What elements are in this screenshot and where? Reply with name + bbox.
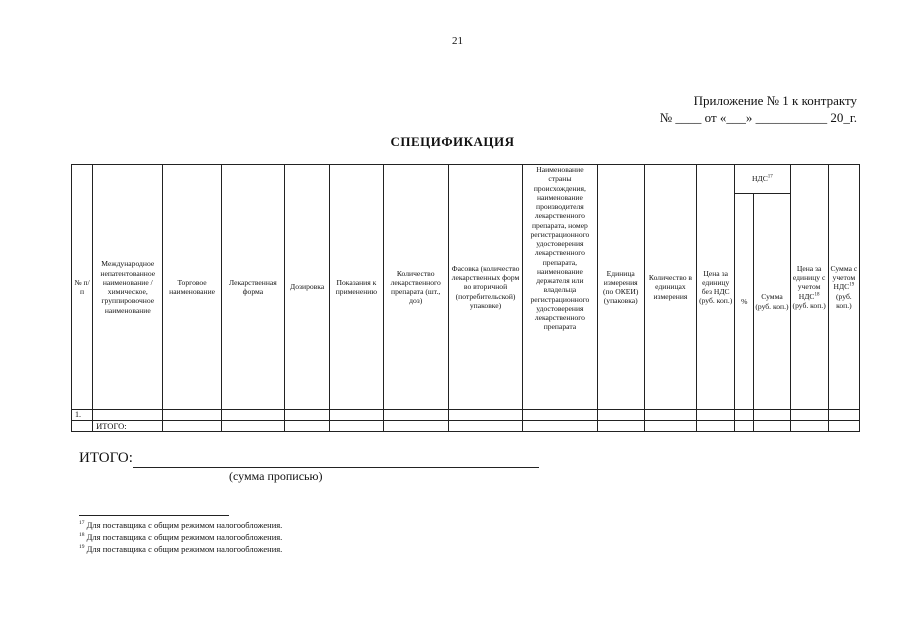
table-cell: [383, 420, 448, 431]
header-sum-with-vat: [828, 165, 859, 410]
spec-title: СПЕЦИФИКАЦИЯ: [390, 134, 515, 149]
footnote-18: [79, 532, 282, 544]
row-number: 1.: [72, 410, 93, 421]
table-cell: [448, 410, 522, 421]
footnote-mark: 19: [79, 543, 85, 550]
footnote-text: Для поставщика с общим режимом налогообложения.: [86, 531, 283, 542]
contract-line: № ____ от «___» ___________ 20_г.: [659, 110, 857, 125]
table-cell: [93, 410, 163, 421]
appendix-title: Приложение № 1 к контракту: [693, 93, 857, 108]
header-vat-percent: %: [735, 194, 754, 410]
table-cell: [754, 410, 790, 421]
sum-vat-label: Сумма с учетом НДС: [830, 263, 858, 292]
page-number: 21: [452, 35, 463, 47]
table-cell: [735, 410, 754, 421]
header-indications: Показания к применению: [330, 165, 383, 410]
footnotes: [79, 520, 282, 556]
header-price-with-vat: [790, 165, 828, 410]
header-quantity: Количество лекарственного препарата (шт., доз): [383, 165, 448, 410]
itogo-underline: [133, 467, 539, 468]
header-country-manufacturer: Наименование страны происхождения, наименование производителя лекарственного препарата, номер регистрационного удостоверения лекарственного препарата, наименование держателя или владельца регистрационного удостоверения лекарственного препарата: [523, 165, 597, 410]
total-label: ИТОГО:: [93, 420, 163, 431]
header-unit: Единица измерения (по ОКЕИ) (упаковка): [597, 165, 644, 410]
footnote-mark: 17: [79, 520, 85, 527]
table-cell: [330, 410, 383, 421]
table-cell: [221, 410, 284, 421]
table-cell: [697, 410, 735, 421]
table-cell: [828, 420, 859, 431]
footnote-text: Для поставщика с общим режимом налогообложения.: [86, 543, 283, 554]
table-cell: [163, 410, 221, 421]
footnote-mark: 18: [79, 532, 85, 539]
table-cell: [790, 410, 828, 421]
table-cell: [285, 420, 330, 431]
table-cell: [597, 420, 644, 431]
header-quantity-units: Количество в единицах измерения: [644, 165, 696, 410]
footnote-19: [79, 544, 282, 556]
footnote-mark: 17: [767, 174, 773, 180]
footnote-mark: 18: [814, 292, 820, 298]
footnote-17: [79, 520, 282, 532]
price-vat-unit: (руб. коп.): [792, 300, 826, 310]
header-vat-sum: Сумма (руб. коп.): [754, 194, 790, 410]
table-cell: [523, 410, 597, 421]
table-cell: [697, 420, 735, 431]
table-cell: [330, 420, 383, 431]
header-vat: [735, 165, 790, 194]
table-cell: [735, 420, 754, 431]
header-dosage-form: Лекарственная форма: [221, 165, 284, 410]
table-cell: [163, 420, 221, 431]
table-cell: [790, 420, 828, 431]
footnote-divider: [79, 515, 229, 516]
price-vat-label: Цена за единицу с учетом НДС: [792, 263, 826, 301]
total-row: [72, 420, 860, 431]
table-cell: [754, 420, 790, 431]
footnote-mark: 19: [849, 282, 855, 288]
vat-label: НДС: [752, 174, 768, 184]
table-cell: [285, 410, 330, 421]
header-packing: Фасовка (количество лекарственных форм во вторичной (потребительской) упаковке): [448, 165, 522, 410]
table-row: [72, 410, 860, 421]
table-cell: [72, 420, 93, 431]
header-dose: Дозировка: [285, 165, 330, 410]
header-num: № п/п: [72, 165, 93, 410]
itogo-label: ИТОГО:: [79, 450, 133, 466]
table-cell: [828, 410, 859, 421]
header-inn: Международное непатентованное наименование / химическое, группировочное наименование: [93, 165, 163, 410]
sum-in-words-caption: (сумма прописью): [229, 469, 323, 483]
table-cell: [523, 420, 597, 431]
header-price-no-vat: Цена за единицу без НДС (руб. коп.): [697, 165, 735, 410]
table-cell: [383, 410, 448, 421]
footnote-text: Для поставщика с общим режимом налогообложения.: [86, 520, 283, 530]
header-trade-name: Торговое наименование: [163, 165, 221, 410]
table-cell: [644, 420, 696, 431]
sum-vat-unit: (руб. коп.): [836, 291, 852, 310]
specification-table: [71, 164, 860, 432]
table-cell: [221, 420, 284, 431]
table-cell: [644, 410, 696, 421]
table-cell: [597, 410, 644, 421]
table-cell: [448, 420, 522, 431]
